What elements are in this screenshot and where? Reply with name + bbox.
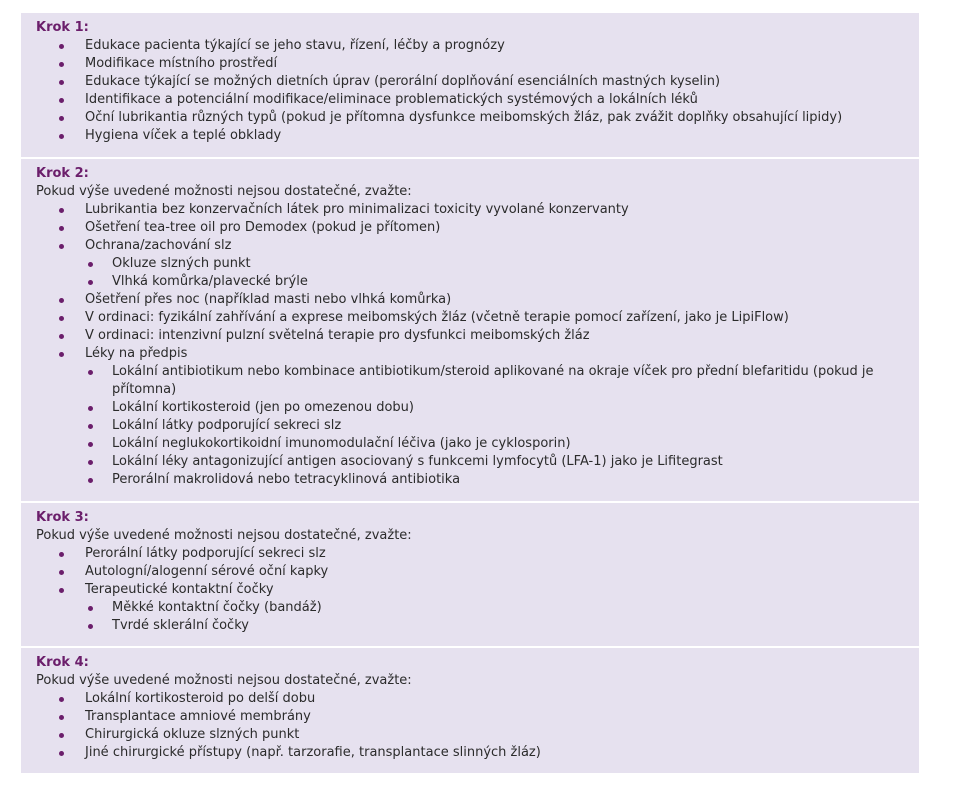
list-item: Oční lubrikantia různých typů (pokud je přítomna dysfunkce meibomských žláz, pak zvážit doplňky obsahující lipidy) [36,109,911,127]
list-item: Ochrana/zachování slz [36,237,911,255]
list-item: Terapeutické kontaktní čočky [36,581,911,599]
list-item: Lokální kortikosteroid po delší dobu [36,690,911,708]
sub-list-item: Měkké kontaktní čočky (bandáž) [36,599,911,617]
list-item: Edukace pacienta týkající se jeho stavu, řízení, léčby a prognózy [36,37,911,55]
list-item: Chirurgická okluze slzných punkt [36,726,911,744]
list-item: Ošetření tea-tree oil pro Demodex (pokud je přítomen) [36,219,911,237]
list-item: Jiné chirurgické přístupy (např. tarzorafie, transplantace slinných žláz) [36,744,911,762]
list-item: Edukace týkající se možných dietních úprav (perorální doplňování esenciálních mastných kyselin) [36,73,911,91]
step-section [21,157,919,501]
sub-list-item: Lokální látky podporující sekreci slz [36,417,911,435]
step-title: Krok 1: [36,20,89,35]
sub-list-item: Tvrdé sklerální čočky [36,617,911,635]
list-item: Lubrikantia bez konzervačních látek pro minimalizaci toxicity vyvolané konzervanty [36,201,911,219]
treatment-steps-table [21,13,919,773]
sub-list-item: Lokální neglukokortikoidní imunomodulační léčiva (jako je cyklosporin) [36,435,911,453]
step-title: Krok 4: [36,655,89,670]
step-intro: Pokud výše uvedené možnosti nejsou dostatečné, zvažte: [36,673,412,688]
step-list [36,690,911,762]
list-item: Perorální látky podporující sekreci slz [36,545,911,563]
step-list [36,545,911,635]
sub-list-item: Vlhká komůrka/plavecké brýle [36,273,911,291]
step-intro: Pokud výše uvedené možnosti nejsou dostatečné, zvažte: [36,528,412,543]
step-section [21,13,919,157]
list-item: Transplantace amniové membrány [36,708,911,726]
sub-list-item: Lokální antibiotikum nebo kombinace antibiotikum/steroid aplikované na okraje víček pro přední blefaritidu (pokud je přítomna) [36,363,911,399]
step-title: Krok 2: [36,166,89,181]
step-intro: Pokud výše uvedené možnosti nejsou dostatečné, zvažte: [36,184,412,199]
list-item: Hygiena víček a teplé obklady [36,127,911,145]
step-list [36,37,911,145]
list-item: Léky na předpis [36,345,911,363]
sub-list-item: Lokální kortikosteroid (jen po omezenou dobu) [36,399,911,417]
step-list [36,201,911,489]
list-item: V ordinaci: fyzikální zahřívání a exprese meibomských žláz (včetně terapie pomocí zařízení, jako je LipiFlow) [36,309,911,327]
list-item: Ošetření přes noc (například masti nebo vlhká komůrka) [36,291,911,309]
list-item: Identifikace a potenciální modifikace/eliminace problematických systémových a lokálních léků [36,91,911,109]
step-title: Krok 3: [36,510,89,525]
list-item: Autologní/alogenní sérové oční kapky [36,563,911,581]
list-item: V ordinaci: intenzivní pulzní světelná terapie pro dysfunkci meibomských žláz [36,327,911,345]
step-section [21,501,919,646]
sub-list-item: Okluze slzných punkt [36,255,911,273]
sub-list-item: Perorální makrolidová nebo tetracyklinová antibiotika [36,471,911,489]
step-section [21,646,919,773]
list-item: Modifikace místního prostředí [36,55,911,73]
sub-list-item: Lokální léky antagonizující antigen asociovaný s funkcemi lymfocytů (LFA-1) jako je Lifitegrast [36,453,911,471]
